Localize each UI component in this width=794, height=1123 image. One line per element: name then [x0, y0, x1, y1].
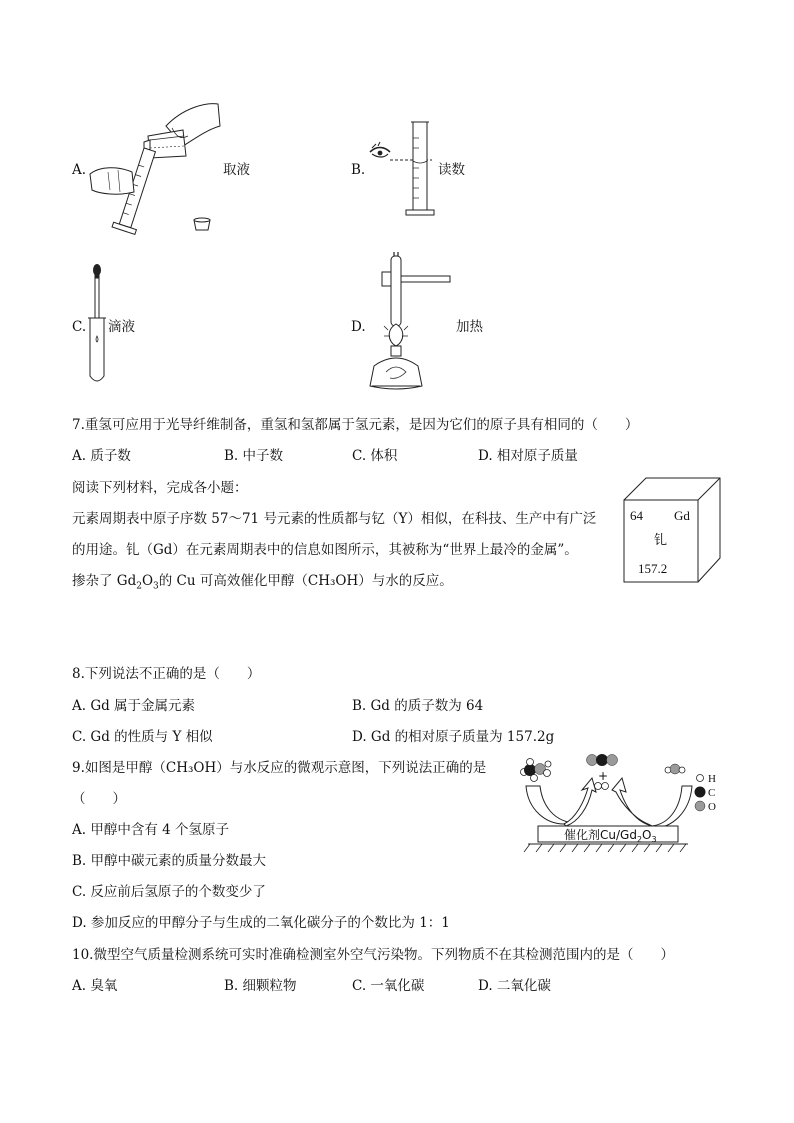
element-mass: 157.2 — [638, 561, 668, 576]
q9-option-b: B. 甲醇中碳元素的质量分数最大 — [72, 853, 267, 869]
q9-option-d: D. 参加反应的甲醇分子与生成的二氧化碳分子的个数比为 1：1 — [72, 915, 450, 931]
element-number: 64 — [630, 508, 643, 523]
gadolinium-element-tile — [624, 478, 724, 588]
q10-stem: 10.微型空气质量检测系统可实时准确检测室外空气污染物。下列物质不在其检测范围内的是（ ） — [72, 947, 674, 963]
plus-sign: + — [598, 769, 609, 783]
material-line-2: 的用途。钆（Gd）在元素周期表中的信息如图所示，其被称为“世界上最冷的金属”。 — [72, 542, 578, 558]
reading-cylinder-icon — [366, 118, 441, 218]
catalyst-label: 催化剂$Cu/Gd_2O_3$ — [564, 828, 657, 844]
q7-option-c: C. 体积 — [352, 448, 398, 464]
q7-option-d: D. 相对原子质量 — [478, 448, 578, 464]
q10-option-d: D. 二氧化碳 — [478, 978, 551, 994]
q6-option-a-letter: A. — [72, 162, 87, 178]
q6-option-b-label: 读数 — [438, 162, 465, 178]
q10-option-c: C. 一氧化碳 — [352, 978, 425, 994]
atom-legend — [695, 773, 717, 813]
q6-option-c-letter: C. — [72, 319, 87, 335]
q6-option-b-letter: B. — [351, 162, 366, 178]
material-line-1: 元素周期表中原子序数 57～71 号元素的性质都与钇（Y）相似，在科技、生产中有广泛 — [72, 511, 597, 527]
q6-option-a-label: 取液 — [223, 162, 250, 178]
q9-stem-line-1: 9.如图是甲醇（CH₃OH）与水反应的微观示意图，下列说法正确的是 — [72, 760, 487, 776]
q8-option-d: D. Gd 的相对原子质量为 157.2g — [352, 729, 555, 745]
carbon-atom-icon — [695, 787, 706, 798]
q8-option-a: A. Gd 属于金属元素 — [72, 698, 196, 714]
q8-option-c: C. Gd 的性质与 Y 相似 — [72, 729, 213, 745]
q9-stem-line-2: （ ） — [72, 791, 126, 807]
q10-option-b: B. 细颗粒物 — [224, 978, 297, 994]
q8-option-b: B. Gd 的质子数为 64 — [352, 698, 484, 714]
element-name: 钆 — [654, 532, 668, 547]
svg-text:H: H — [708, 773, 716, 785]
material-line-3: 掺杂了 $Gd_2O_3$的 Cu 可高效催化甲醇（CH₃OH）与水的反应。 — [72, 573, 453, 592]
hydrogen-atom-icon — [697, 775, 704, 782]
svg-text:C: C — [708, 787, 716, 799]
reaction-diagram — [516, 752, 726, 862]
element-symbol: Gd — [674, 508, 690, 523]
q7-stem: 7.重氢可应用于光导纤维制备，重氢和氢都属于氢元素，是因为它们的原子具有相同的（ ） — [72, 417, 639, 433]
q6-option-c-label: 滴液 — [108, 319, 135, 335]
q7-option-b: B. 中子数 — [224, 448, 284, 464]
svg-text:O: O — [708, 801, 716, 813]
q8-stem: 8.下列说法不正确的是（ ） — [72, 666, 261, 682]
material-intro: 阅读下列材料，完成各小题： — [72, 480, 248, 496]
q7-option-a: A. 质子数 — [72, 448, 131, 464]
oxygen-atom-icon — [695, 801, 705, 811]
q6-option-d-label: 加热 — [456, 319, 483, 335]
q9-option-c: C. 反应前后氢原子的个数变少了 — [72, 884, 266, 900]
pouring-liquid-icon — [88, 96, 228, 241]
dropper-test-tube-icon — [86, 262, 110, 386]
alcohol-lamp-heating-icon — [364, 250, 454, 400]
q10-option-a: A. 臭氧 — [72, 978, 118, 994]
q6-option-d-letter: D. — [351, 319, 366, 335]
q9-option-a: A. 甲醇中含有 4 个氢原子 — [72, 822, 230, 838]
